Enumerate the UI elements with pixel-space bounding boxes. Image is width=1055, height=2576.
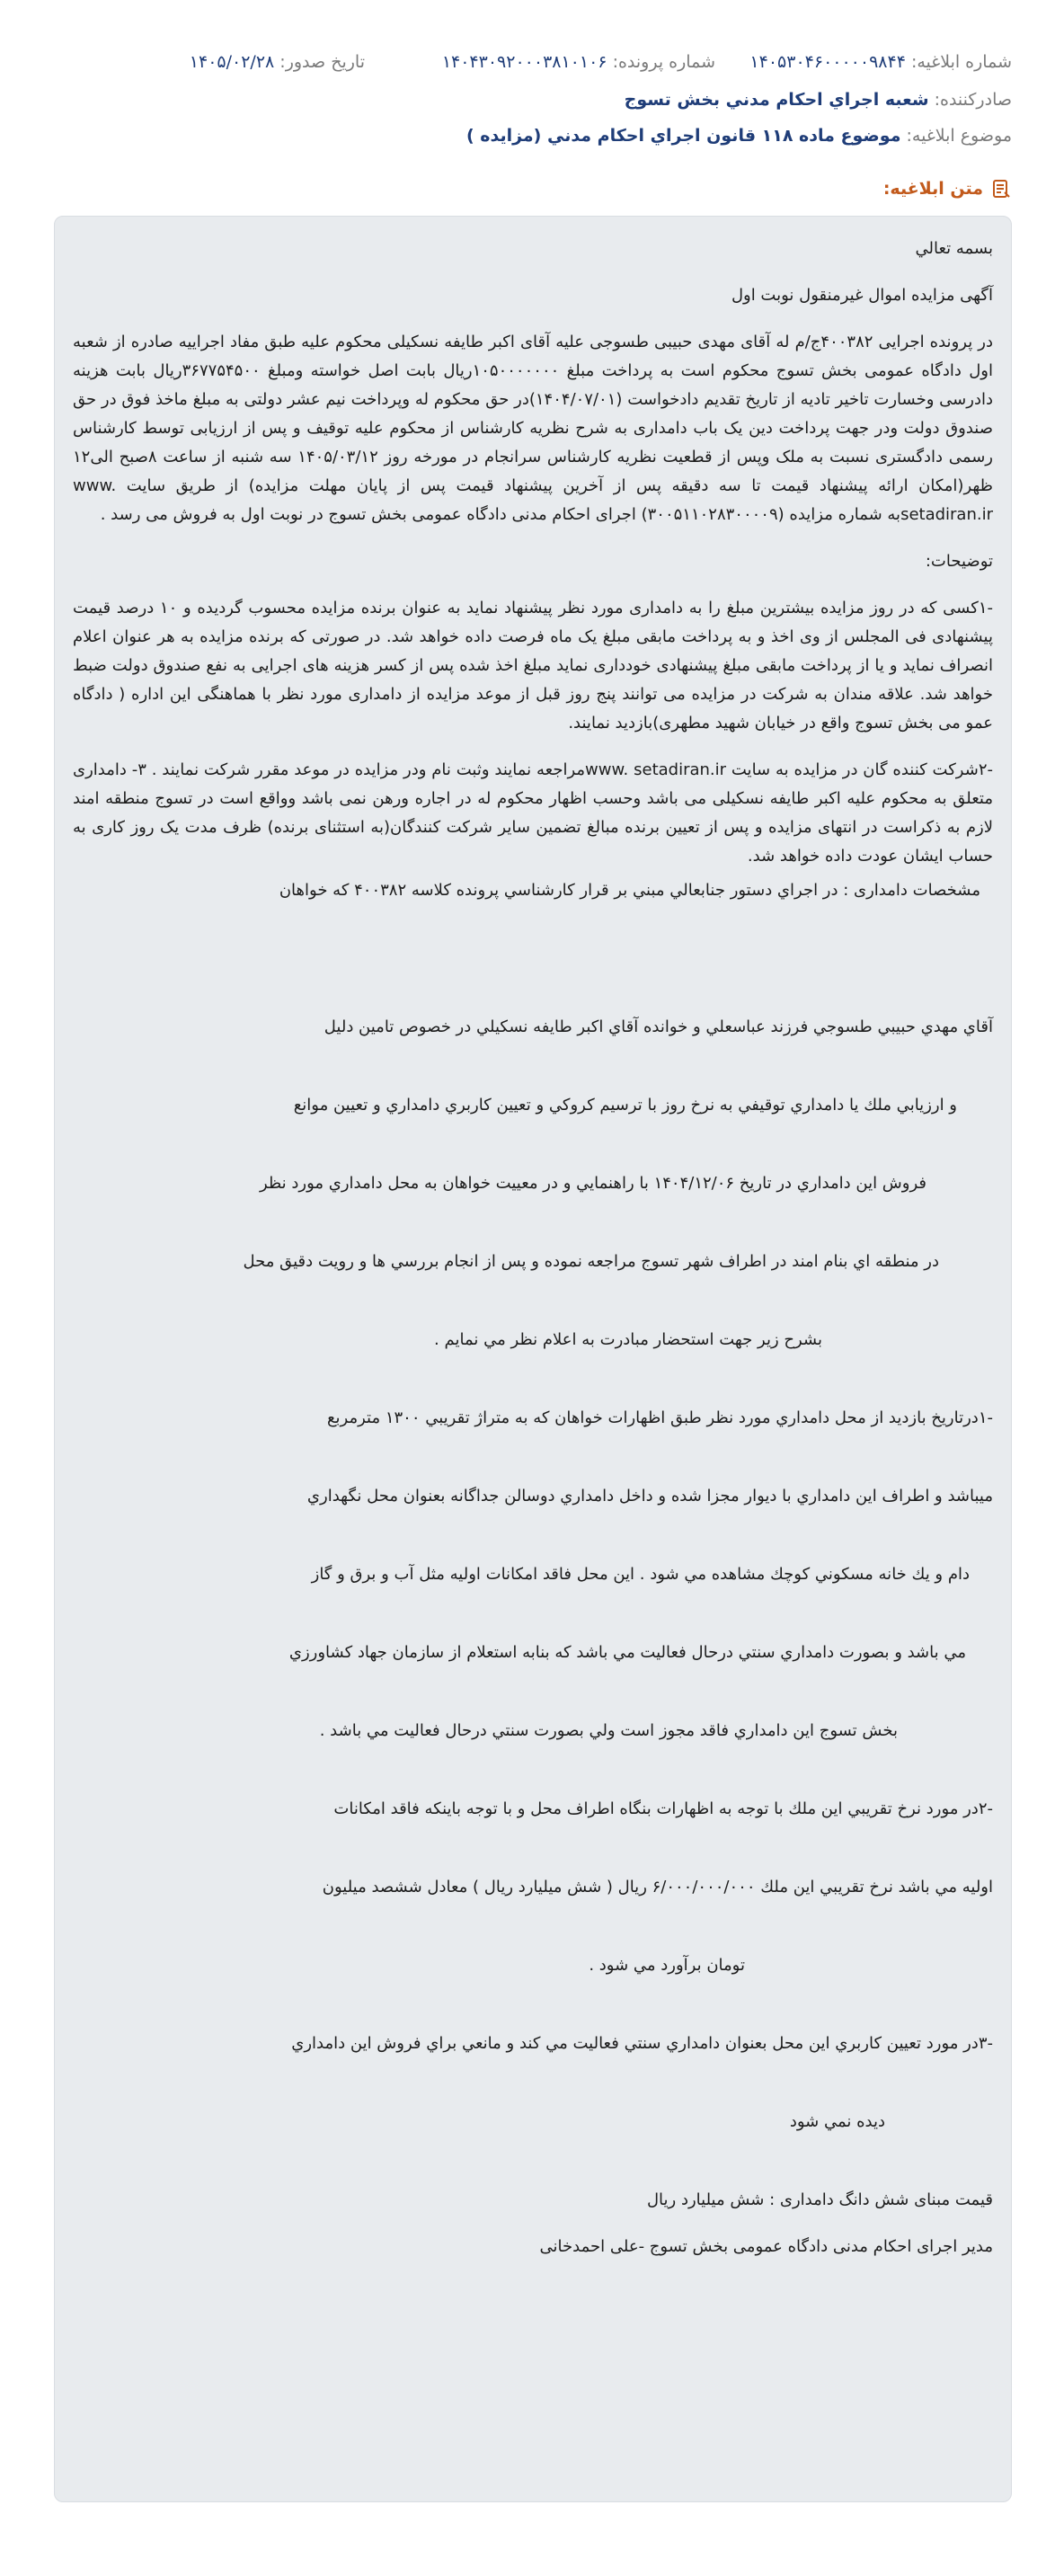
case-number: شماره پرونده: ۱۴۰۴۳۰۹۲۰۰۰۳۸۱۰۱۰۶ <box>441 52 715 72</box>
heading-bismillah: بسمه تعالي <box>915 239 993 258</box>
auction-paragraph: در پرونده اجرایی ۴۰۰۳۸۲ج/م له آقای مهدی حبیبی طسوجی علیه آقای اکبر طایفه نسکیلی محکوم علیه طبق مفاد اجراییه صادره از شعبه اول دادگاه عمومی بخش تسوج محکوم است به پرداخت مبلغ ۱۰۵۰۰۰۰۰۰۰ریال بابت اصل خواسته ومبلغ ۳۶۷۷۵۴۵۰۰ریال بابت هزینه دادرسی وخسارت تاخیر تادیه از تاریخ تقدیم دادخواست (۱۴۰۴/۰۷/۰۱)در حق محکوم له وپرداخت نیم عشر دولتی به مبلغ ماخذ فوق در حق صندوق دولت ودر جهت پرداخت دین یک باب دامداری به شرح نظریه کارشناس از محکوم علیه توقیف و پس از ارزیابی توسط کارشناس رسمی دادگستری نسبت به ملک وپس از قطعیت نظریه کارشناس سرانجام در مورخه روز ۱۴۰۵/۰۳/۱۲ سه شنبه از ساعت ۸صبح الی۱۲ ظهر(امکان ارائه پیشنهاد قیمت تا سه دقیقه پس از آخرین پیشنهاد قیمت پس از پایان مهلت مزایده) از طریق سایت www. setadiran.irبه شماره مزایده (۳۰۰۵۱۱۰۲۸۳۰۰۰۰۹) اجرای احکام مدنی دادگاه عمومی بخش تسوج در نوبت اول به فروش می رسد . <box>73 333 994 524</box>
spec-line: بشرح زير جهت استحضار مبادرت به اعلام نظر مي نمايم . <box>434 1330 822 1349</box>
explanation-2: -۲شرکت کننده گان در مزایده به سایت www. setadiran.irمراجعه نمایند وثبت نام ودر مزایده در موعد مقرر شرکت نمایند . ۳- دامداری متعلق به محکوم علیه اکبر طایفه نسکیلی می باشد وحسب اظهار محکوم له در اجاره ورهن نمی باشد وواقع است در تسوج منطقه امند لازم به ذکراست در انتهای مزایده و پس از تعیین برنده مبالغ تضمین سایر شرکت کنندگان(به استثنای برنده) ظرف مدت یک روز کاری به حساب ایشان عودت داده خواهد شد. <box>73 760 993 866</box>
spec-line: ميباشد و اطراف اين دامداري با ديوار مجزا شده و داخل دامداري دوسالن جداگانه بعنوان محل نگهداري <box>306 1487 993 1506</box>
spec-line: -۲در مورد نرخ تقريبي اين ملك با توجه به اظهارات بنگاه اطراف محل و با توجه باينكه فاقد امكانات <box>333 1799 993 1818</box>
explanations-label: توضیحات: <box>925 552 993 571</box>
notice-body <box>73 235 993 2261</box>
auction-title: آگهی مزایده اموال غیرمنقول نوبت اول <box>731 286 993 305</box>
issue-date: تاریخ صدور: ۱۴۰۵/۰۲/۲۸ <box>189 52 365 72</box>
spec-line: و ارزيابي ملك يا دامداري توقيفي به نرخ روز با ترسيم كروكي و تعيين كاربري دامداري و تعيين موانع <box>293 1096 957 1115</box>
subject: موضوع ابلاغیه: موضوع ماده ۱۱۸ قانون اجراي احكام مدني (مزايده ) <box>465 126 1012 146</box>
spec-line: در منطقه اي بنام امند در اطراف شهر تسوج مراجعه نموده و پس از انجام بررسي ها و رويت دقيق محل <box>243 1252 939 1271</box>
base-price-line: قیمت مبنای شش دانگ دامداری : شش میلیارد ریال <box>646 2190 993 2209</box>
notice-body-card <box>54 216 1012 2502</box>
spec-line: فروش اين دامداري در تاريخ ۱۴۰۴/۱۲/۰۶ با راهنمايي و در معييت خواهان به محل دامداري مورد نظر <box>259 1174 926 1193</box>
spec-line: آقاي مهدي حبيبي طسوجي فرزند عباسعلي و خوانده آقاي اكبر طايفه نسكيلي در خصوص تامين دليل <box>324 1017 993 1036</box>
spec-line: -۳در مورد تعيين كاربري اين محل بعنوان دامداري سنتي فعاليت مي كند و مانعي براي فروش اين دامداري <box>291 2034 993 2053</box>
notice-number: شماره ابلاغیه: ۱۴۰۵۳۰۴۶۰۰۰۰۰۹۸۴۴ <box>749 52 1012 72</box>
document-icon <box>990 178 1012 200</box>
spec-line: بخش تسوج اين دامداري فاقد مجوز است ولي بصورت سنتي درحال فعاليت مي باشد . <box>319 1721 898 1740</box>
spec-line: -۱درتاريخ بازديد از محل دامداري مورد نظر طبق اظهارات خواهان كه به متراژ تقريبي ۱۳۰۰ مترمربع <box>326 1408 993 1427</box>
spec-line: مشخصات دامداری : در اجراي دستور جنابعالي مبني بر قرار كارشناسي پرونده كلاسه ۴۰۰۳۸۲ كه خواهان <box>279 881 980 900</box>
spec-line: اوليه مي باشد نرخ تقريبي اين ملك ۶/۰۰۰/۰۰۰/۰۰۰ ريال ( شش ميليارد ريال ) معادل ششصد ميليون <box>322 1878 993 1896</box>
spec-line: دام و يك خانه مسكوني كوچك مشاهده مي شود . اين محل فاقد امكانات اوليه مثل آب و برق و گاز <box>311 1565 970 1584</box>
explanation-1: -۱کسی که در روز مزایده بیشترین مبلغ را به دامداری مورد نظر پیشنهاد نماید به عنوان برنده مزایده محسوب گردیده و ۱۰ درصد قیمت پیشنهادی فی المجلس از وی اخذ و به پرداخت مابقی مبلغ یک ماه فرصت داده خواهد شد. در صورتی که برنده مزایده به هر عنوان اعلام انصراف نماید و یا از پرداخت مابقی مبلغ پیشنهادی خودداری نماید مبلغ اخذ شده پس از کسر هزینه های اجرایی به نفع صندوق دولت ضبط خواهد شد. علاقه مندان به شرکت در مزایده می توانند پنج روز قبل از موعد مزایده از دامداری مورد نظر با هماهنگی این اداره ( دادگاه عمو می بخش تسوج واقع در خیابان شهید مطهری)بازدید نمایند. <box>73 599 993 733</box>
issuer: صادرکننده: شعبه اجراي احكام مدني بخش تسوج <box>624 90 1012 110</box>
signature-line: مدیر اجرای احکام مدنی دادگاه عمومی بخش تسوج -علی احمدخانی <box>539 2237 993 2256</box>
spec-line: ديده نمي شود <box>789 2112 885 2131</box>
notice-text-heading <box>883 178 1012 200</box>
section-title: متن ابلاغیه: <box>882 179 983 199</box>
notice-meta <box>0 0 1055 171</box>
spec-line: تومان برآورد مي شود . <box>589 1956 745 1975</box>
spec-line: مي باشد و بصورت دامداري سنتي درحال فعاليت مي باشد كه بنابه استعلام از سازمان جهاد كشاورزي <box>288 1643 966 1662</box>
